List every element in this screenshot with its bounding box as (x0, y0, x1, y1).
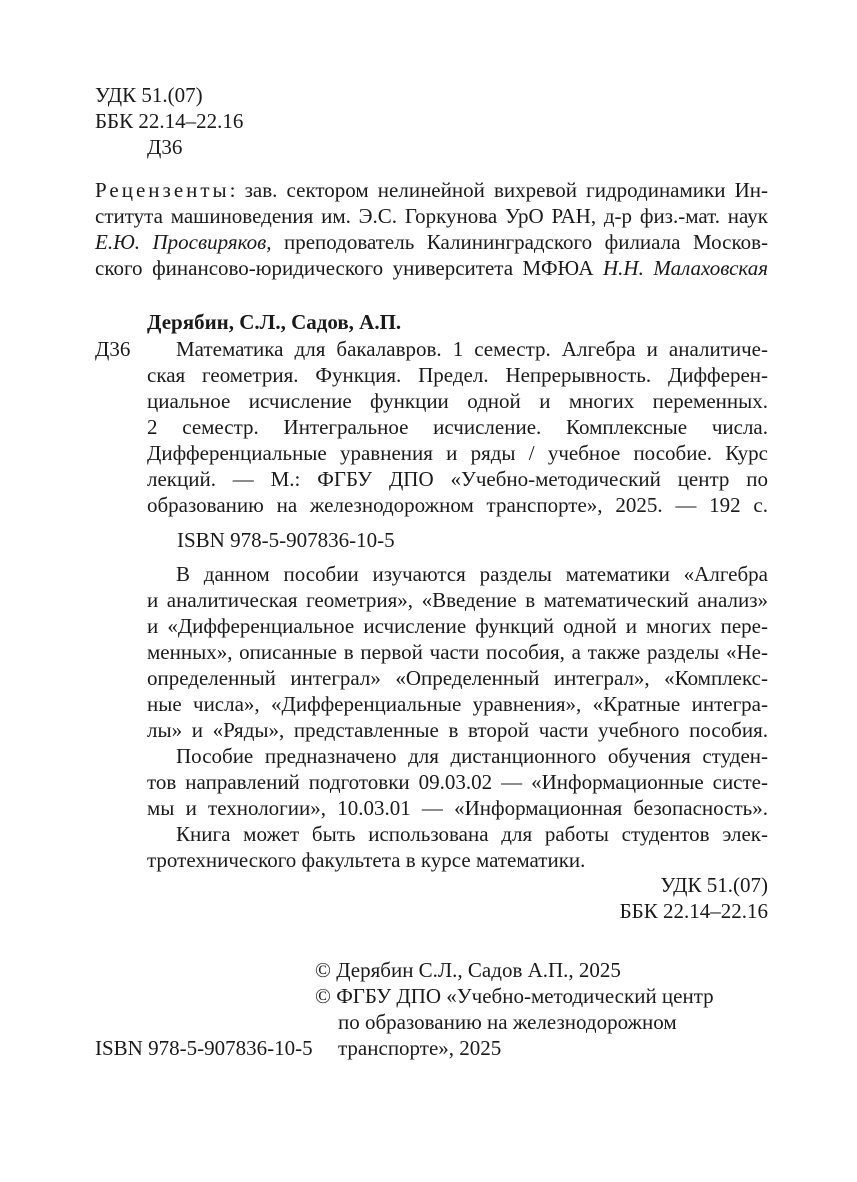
author-mark: Д36 (147, 135, 183, 159)
record-author-mark: Д36 (95, 337, 131, 361)
reviewers-line-3: Е.Ю. Просвиряков, преподователь Калининградского филиала Москов- (95, 230, 768, 254)
bibliographic-description (147, 336, 768, 518)
udk-code: УДК 51.(07) (95, 83, 203, 107)
bbk-code: ББК 22.14–22.16 (95, 109, 244, 133)
description-line: образованию на железнодорожном транспорте», 2025. — 192 с. (147, 493, 768, 517)
annotation-paragraph-1: В данном пособии изучаются разделы математики «Алгебра и аналитическая геометрия», «Введение в математический анализ» и «Дифференциальное исчисление функций одной и многих пере- менных», описанные в первой части пособия, а также разделы «Не- определенный интеграл» «Определенный интеграл», «Комплекс- ные числа», «Дифференциальные уравнения», «Кратные интегра- лы» и «Ряды», представленные в второй части учебного пособия. (147, 562, 768, 742)
authors-heading: Дерябин, С.Л., Садов, А.П. (147, 310, 402, 334)
description-line: 2 семестр. Интегральное исчисление. Комплексные числа. (147, 415, 768, 439)
description-line: ская геометрия. Функция. Предел. Непрерывность. Дифферен- (147, 363, 768, 387)
copyright-block: © Дерябин С.Л., Садов А.П., 2025 © ФГБУ ДПО «Учебно-методический центр по образованию на железнодорожном транспорте», 2025 (315, 958, 714, 1060)
footer-bbk-code: ББК 22.14–22.16 (619, 899, 768, 923)
description-line: Дифференциальные уравнения и ряды / учебное пособие. Курс (147, 441, 768, 465)
description-line: Математика для бакалавров. 1 семестр. Алгебра и аналитиче- (176, 337, 768, 361)
reviewer-name: Е.Ю. Просвиряков, (95, 230, 272, 254)
annotation-paragraph-3: Книга может быть использована для работы студентов элек- тротехнического факультета в курсе математики. (147, 822, 768, 872)
isbn: ISBN 978-5-907836-10-5 (177, 528, 395, 552)
reviewers-label: Рецензенты (95, 178, 230, 202)
footer-udk-code: УДК 51.(07) (660, 873, 768, 897)
copyright-authors: © Дерябин С.Л., Садов А.П., 2025 (315, 958, 621, 982)
reviewers-line-4: ского финансово-юридического университета МФЮА Н.Н. Малаховская (95, 256, 768, 280)
annotation-paragraph-2: Пособие предназначено для дистанционного обучения студен- тов направлений подготовки 09.03.02 — «Информационные систе- мы и технологии», 10.03.01 — «Информационная безопасность». (147, 744, 768, 820)
reviewers-line-1: Рецензенты: зав. сектором нелинейной вихревой гидродинамики Ин- (95, 178, 768, 202)
footer-isbn: ISBN 978-5-907836-10-5 (95, 1036, 313, 1060)
reviewers-block (95, 177, 768, 281)
description-line: циальное исчисление функции одной и многих переменных. (147, 389, 768, 413)
description-line: лекций. — М.: ФГБУ ДПО «Учебно-методический центр по (147, 467, 768, 491)
reviewer-name: Н.Н. Малаховская (603, 256, 768, 280)
copyright-publisher: © ФГБУ ДПО «Учебно-методический центр (315, 984, 714, 1008)
annotation (147, 561, 768, 873)
reviewers-line-2: ститута машиноведения им. Э.С. Горкунова УрО РАН, д-р физ.-мат. наук (95, 204, 768, 228)
